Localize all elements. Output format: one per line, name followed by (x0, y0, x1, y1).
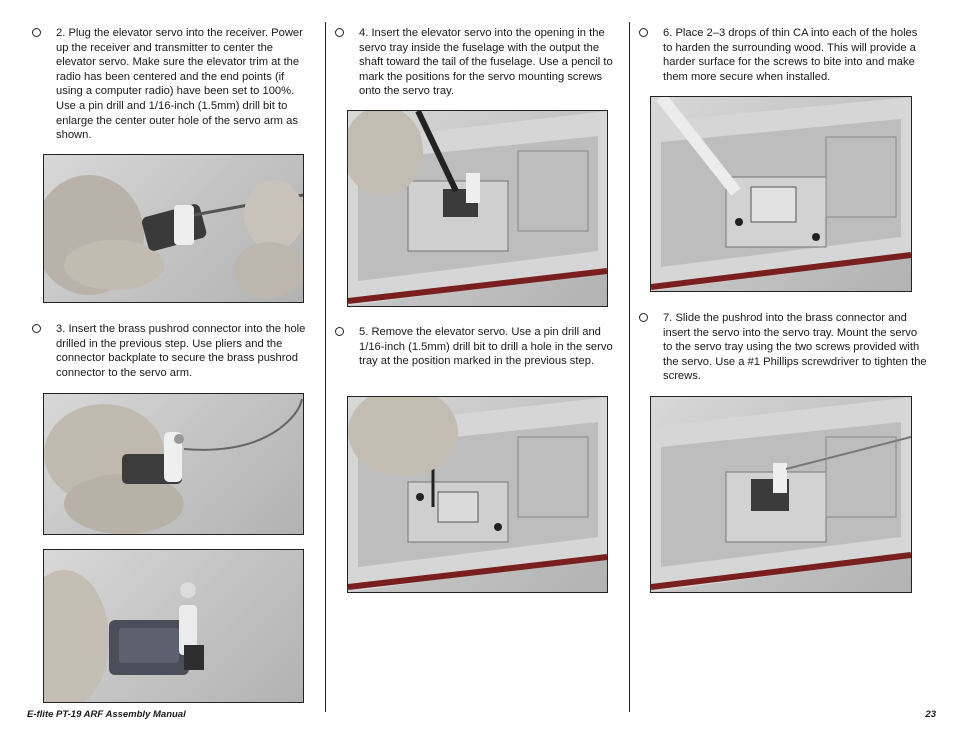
step-4 (359, 26, 621, 99)
step-text: 7. Slide the pushrod into the brass connector and insert the servo into the servo tray. Mount the servo to the servo tray using the two screws provided with the servo. Use a #1 Phillips screwdriver to tighten the screws. (663, 312, 927, 383)
bullet-icon (32, 324, 41, 333)
step-text: 2. Plug the elevator servo into the receiver. Power up the receiver and transmitter to center the elevator servo. Make sure the elevator trim at the radio has been centered and the end points (if using a computer radio) have been set to 100%. Use a pin drill and 1/16-inch (1.5mm) drill bit to enlarge the center outer hole of the servo arm as shown. (56, 27, 303, 142)
bullet-icon (639, 28, 648, 37)
footer-manual-title: E-flite PT-19 ARF Assembly Manual (27, 709, 186, 720)
bullet-icon (639, 313, 648, 322)
photo-marking-servo-tray (347, 110, 608, 307)
bullet-icon (335, 327, 344, 336)
photo-drilling-servo-arm (43, 154, 304, 303)
bullet-icon (32, 28, 41, 37)
column-divider-right (629, 22, 630, 712)
photo-applying-ca-glue (650, 96, 912, 292)
step-6 (663, 26, 927, 84)
step-text: 6. Place 2–3 drops of thin CA into each of the holes to harden the surrounding wood. This will provide a harder surface for the screws to bite into and make them more secure when installed. (663, 27, 918, 83)
step-5 (359, 325, 621, 369)
step-text: 4. Insert the elevator servo into the opening in the servo tray inside the fuselage with the output the shaft toward the tail of the fuselage. Use a pencil to mark the positions for the servo mounting screws onto the servo tray. (359, 27, 613, 98)
photo-drilling-servo-tray (347, 396, 608, 593)
photo-servo-arm-closeup (43, 549, 304, 703)
photo-pushrod-connector (43, 393, 304, 535)
bullet-icon (335, 28, 344, 37)
step-7 (663, 311, 927, 384)
step-text: 5. Remove the elevator servo. Use a pin drill and 1/16-inch (1.5mm) drill bit to drill a hole in the servo tray at the position marked in the previous step. (359, 326, 613, 368)
footer-page-number: 23 (925, 709, 936, 720)
step-3 (56, 322, 316, 380)
column-divider-left (325, 22, 326, 712)
step-2 (56, 26, 310, 143)
photo-servo-installed (650, 396, 912, 593)
step-text: 3. Insert the brass pushrod connector into the hole drilled in the previous step. Use pliers and the connector backplate to secure the brass pushrod connector to the servo arm. (56, 323, 306, 379)
